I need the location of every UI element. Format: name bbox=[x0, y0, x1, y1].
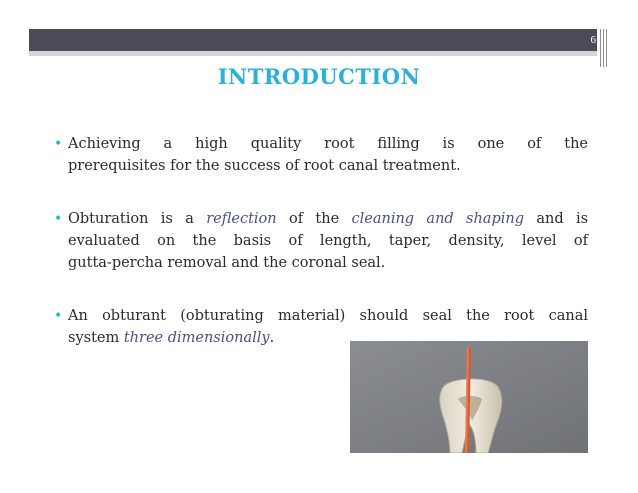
emphasis-reflection: reflection bbox=[206, 211, 277, 227]
bullet-2-line-3: gutta-percha removal and the coronal seal. bbox=[68, 255, 386, 271]
bullet-1-line-2: prerequisites for the success of root canal treatment. bbox=[68, 158, 461, 174]
bullet-2-line-2: evaluated on the basis of length, taper, density, level of bbox=[68, 233, 588, 249]
text-run: and is bbox=[524, 211, 589, 227]
bullet-1-line-1: Achieving a high quality root filling is one of the bbox=[68, 136, 588, 152]
emphasis-three-dimensionally: three dimensionally bbox=[123, 330, 270, 346]
text-run: of the bbox=[276, 211, 352, 227]
bullet-marker: • bbox=[54, 308, 63, 324]
bullet-2 bbox=[68, 208, 588, 274]
header-band-accent bbox=[29, 51, 597, 56]
bullet-2-line-1 bbox=[68, 208, 588, 230]
bullet-marker: • bbox=[54, 136, 63, 152]
text-run: Obturation is a bbox=[68, 211, 207, 227]
tooth-photo bbox=[350, 341, 588, 453]
bullet-marker: • bbox=[54, 211, 63, 227]
text-run: . bbox=[269, 330, 275, 346]
slide-title: INTRODUCTION bbox=[217, 64, 421, 89]
page-number: 6 bbox=[590, 34, 596, 46]
text-run: system bbox=[68, 330, 124, 346]
bullet-1 bbox=[68, 133, 588, 177]
header-band bbox=[29, 29, 597, 51]
bullet-3-line-1: An obturant (obturating material) should seal the root canal bbox=[68, 308, 588, 324]
tooth-illustration bbox=[350, 341, 588, 453]
emphasis-cleaning-shaping: cleaning and shaping bbox=[351, 211, 524, 227]
